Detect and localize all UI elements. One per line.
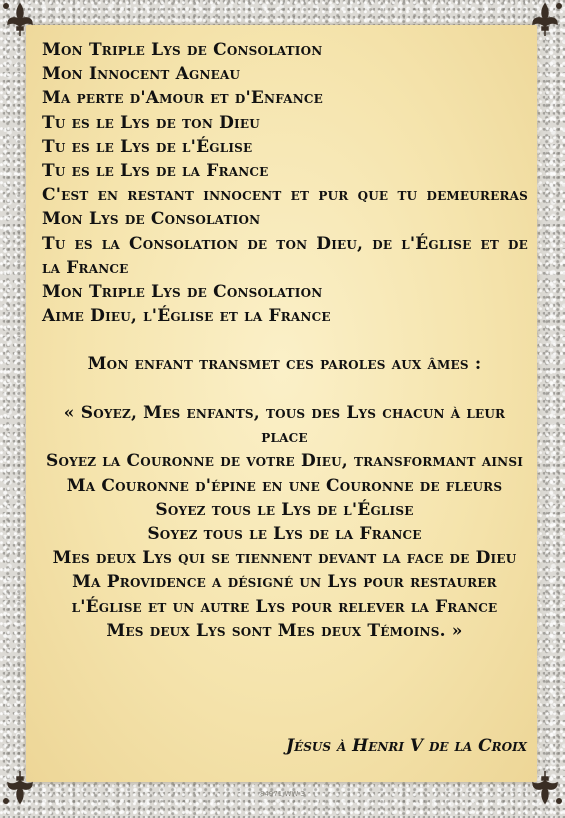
poem-stanza-1 [42, 38, 528, 328]
poem-line: Tu es la Consolation de ton Dieu, de l'Église et de [42, 233, 528, 254]
signature: Jésus à Henri V de la Croix [286, 736, 527, 756]
message-line: Mes deux Lys qui se tiennent devant la face de Dieu [52, 548, 517, 569]
poem-line: la France [42, 257, 129, 278]
poem-line: Mon Triple Lys de Consolation [42, 282, 323, 303]
message-line: l'Église et un autre Lys pour relever la France [71, 596, 498, 617]
poem-line: Ma perte d'Amour et d'Enfance [42, 88, 323, 109]
message-line: Soyez la Couronne de votre Dieu, transformant ainsi [45, 451, 524, 472]
poem-line: Aime Dieu, l'Église et la France [42, 306, 331, 327]
fleur-de-lis-icon [525, 767, 565, 807]
fleur-de-lis-icon [525, 0, 565, 40]
message-line: Ma Couronne d'épine en une Couronne de fleurs [66, 475, 503, 496]
poem-line: Mon Triple Lys de Consolation [42, 40, 323, 60]
poem-line: Tu es le Lys de ton Dieu [42, 112, 260, 133]
fleur-de-lis-icon [0, 767, 40, 807]
message-line: Mes deux Lys sont Mes deux Témoins. » [106, 620, 463, 641]
intro-line: Mon enfant transmet ces paroles aux âmes : [87, 354, 482, 374]
footer-code: 84971 WW 3 [259, 790, 305, 798]
message-line: « Soyez, Mes enfants, tous des Lys chacun à leur place [63, 403, 506, 448]
poem-intro [42, 352, 527, 376]
fleur-de-lis-icon [0, 0, 40, 40]
message-line: Soyez tous le Lys de l'Église [155, 499, 414, 520]
poem-line: Tu es le Lys de la France [42, 161, 269, 182]
poem-line: C'est en restant innocent et pur que tu demeureras [42, 185, 528, 206]
message-line: Ma Providence a désigné un Lys pour restaurer [72, 572, 497, 593]
message-line: Soyez tous le Lys de la France [147, 524, 422, 545]
poem-line: Tu es le Lys de l'Église [42, 136, 253, 157]
poem-message [42, 401, 527, 643]
poem-line: Mon Innocent Agneau [42, 64, 241, 85]
poem-line: Mon Lys de Consolation [42, 209, 261, 230]
